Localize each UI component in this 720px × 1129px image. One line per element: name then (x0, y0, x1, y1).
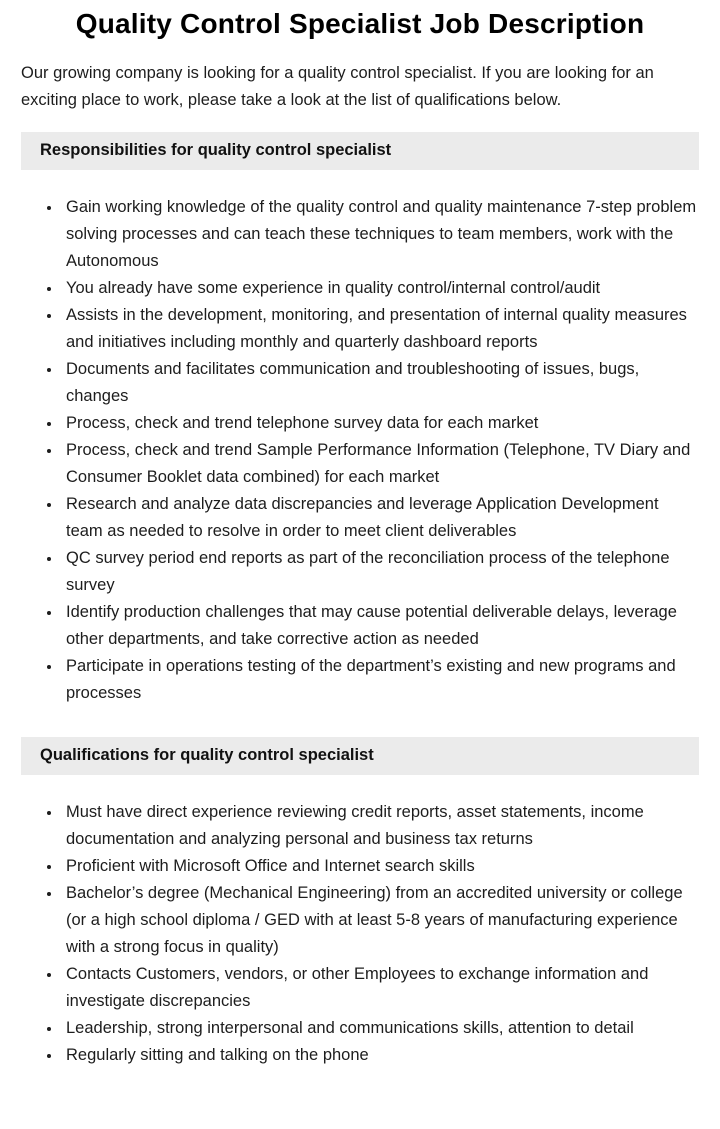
qualifications-list (21, 799, 699, 1069)
list-item: • Bachelor’s degree (Mechanical Engineering) from an accredited university or college (or a high school diploma / GED with at least 5-8 years of manufacturing experience with a strong focus in quality) (62, 880, 699, 961)
list-item: • Process, check and trend Sample Performance Information (Telephone, TV Diary and Consumer Booklet data combined) for each market (62, 437, 699, 491)
list-item: • You already have some experience in quality control/internal control/audit (62, 275, 699, 302)
list-item: • Must have direct experience reviewing credit reports, asset statements, income documentation and analyzing personal and business tax returns (62, 799, 699, 853)
responsibilities-section (21, 132, 699, 707)
list-item: • Proficient with Microsoft Office and Internet search skills (62, 853, 699, 880)
list-item: • Contacts Customers, vendors, or other Employees to exchange information and investigate discrepancies (62, 961, 699, 1015)
list-item: • Gain working knowledge of the quality control and quality maintenance 7-step problem solving processes and can teach these techniques to team members, work with the Autonomous (62, 194, 699, 275)
list-item: • Leadership, strong interpersonal and communications skills, attention to detail (62, 1015, 699, 1042)
list-item: • QC survey period end reports as part of the reconciliation process of the telephone survey (62, 545, 699, 599)
page-title: Quality Control Specialist Job Description (75, 8, 645, 39)
qualifications-heading: Qualifications for quality control specialist (21, 737, 699, 775)
list-item: • Research and analyze data discrepancies and leverage Application Development team as needed to resolve in order to meet client deliverables (62, 491, 699, 545)
list-item: • Documents and facilitates communication and troubleshooting of issues, bugs, changes (62, 356, 699, 410)
list-item: • Assists in the development, monitoring, and presentation of internal quality measures and initiatives including monthly and quarterly dashboard reports (62, 302, 699, 356)
intro-paragraph: Our growing company is looking for a quality control specialist. If you are looking for an exciting place to work, please take a look at the list of qualifications below. (21, 64, 654, 110)
qualifications-section (21, 737, 699, 1069)
responsibilities-heading: Responsibilities for quality control specialist (21, 132, 699, 170)
list-item: • Regularly sitting and talking on the phone (62, 1042, 699, 1069)
list-item: • Process, check and trend telephone survey data for each market (62, 410, 699, 437)
list-item: • Identify production challenges that may cause potential deliverable delays, leverage other departments, and take corrective action as needed (62, 599, 699, 653)
responsibilities-list (21, 194, 699, 707)
list-item: • Participate in operations testing of the department’s existing and new programs and processes (62, 653, 699, 707)
